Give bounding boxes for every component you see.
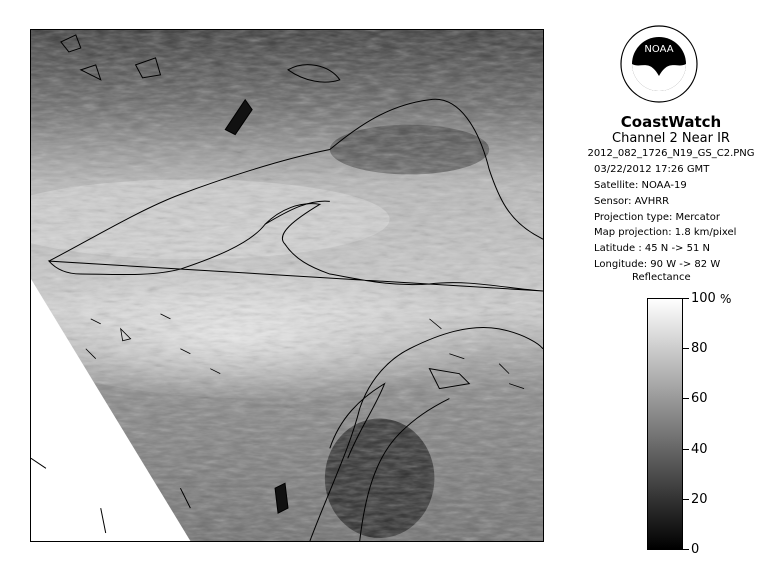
colorbar-tick: [683, 499, 689, 500]
colorbar-tick: [683, 298, 689, 299]
satellite-text: Satellite: NOAA-19: [594, 180, 687, 191]
logo-text: NOAA: [644, 44, 674, 55]
sensor-text: Sensor: AVHRR: [594, 196, 670, 207]
datetime-text: 03/22/2012 17:26 GMT: [594, 164, 710, 175]
noaa-logo: [619, 24, 699, 104]
longitude-text: Longitude: 90 W -> 82 W: [594, 259, 721, 270]
colorbar-tick-label: 80: [691, 341, 708, 357]
map-projection-text: Map projection: 1.8 km/pixel: [594, 227, 737, 238]
colorbar-tick: [683, 449, 689, 450]
colorbar-tick-label: 40: [691, 441, 708, 457]
legend-unit: %: [720, 292, 732, 306]
colorbar-tick-label: 20: [691, 491, 708, 507]
legend-title: Reflectance: [632, 272, 691, 283]
colorbar-tick: [683, 398, 689, 399]
projection-type-text: Projection type: Mercator: [594, 212, 720, 223]
colorbar-tick: [683, 348, 689, 349]
image-filename: 2012_082_1726_N19_GS_C2.PNG: [587, 148, 755, 159]
colorbar-tick-label: 100: [691, 291, 716, 306]
colorbar-tick-label: 60: [691, 391, 708, 407]
colorbar-tick: [683, 549, 689, 550]
reflectance-colorbar: [647, 298, 683, 550]
satellite-image: [30, 29, 544, 542]
channel-subtitle: Channel 2 Near IR: [612, 131, 730, 146]
satellite-map: [31, 30, 543, 541]
latitude-text: Latitude : 45 N -> 51 N: [594, 243, 710, 254]
colorbar-tick-label: 0: [691, 542, 700, 557]
app-title: CoastWatch: [620, 113, 722, 131]
